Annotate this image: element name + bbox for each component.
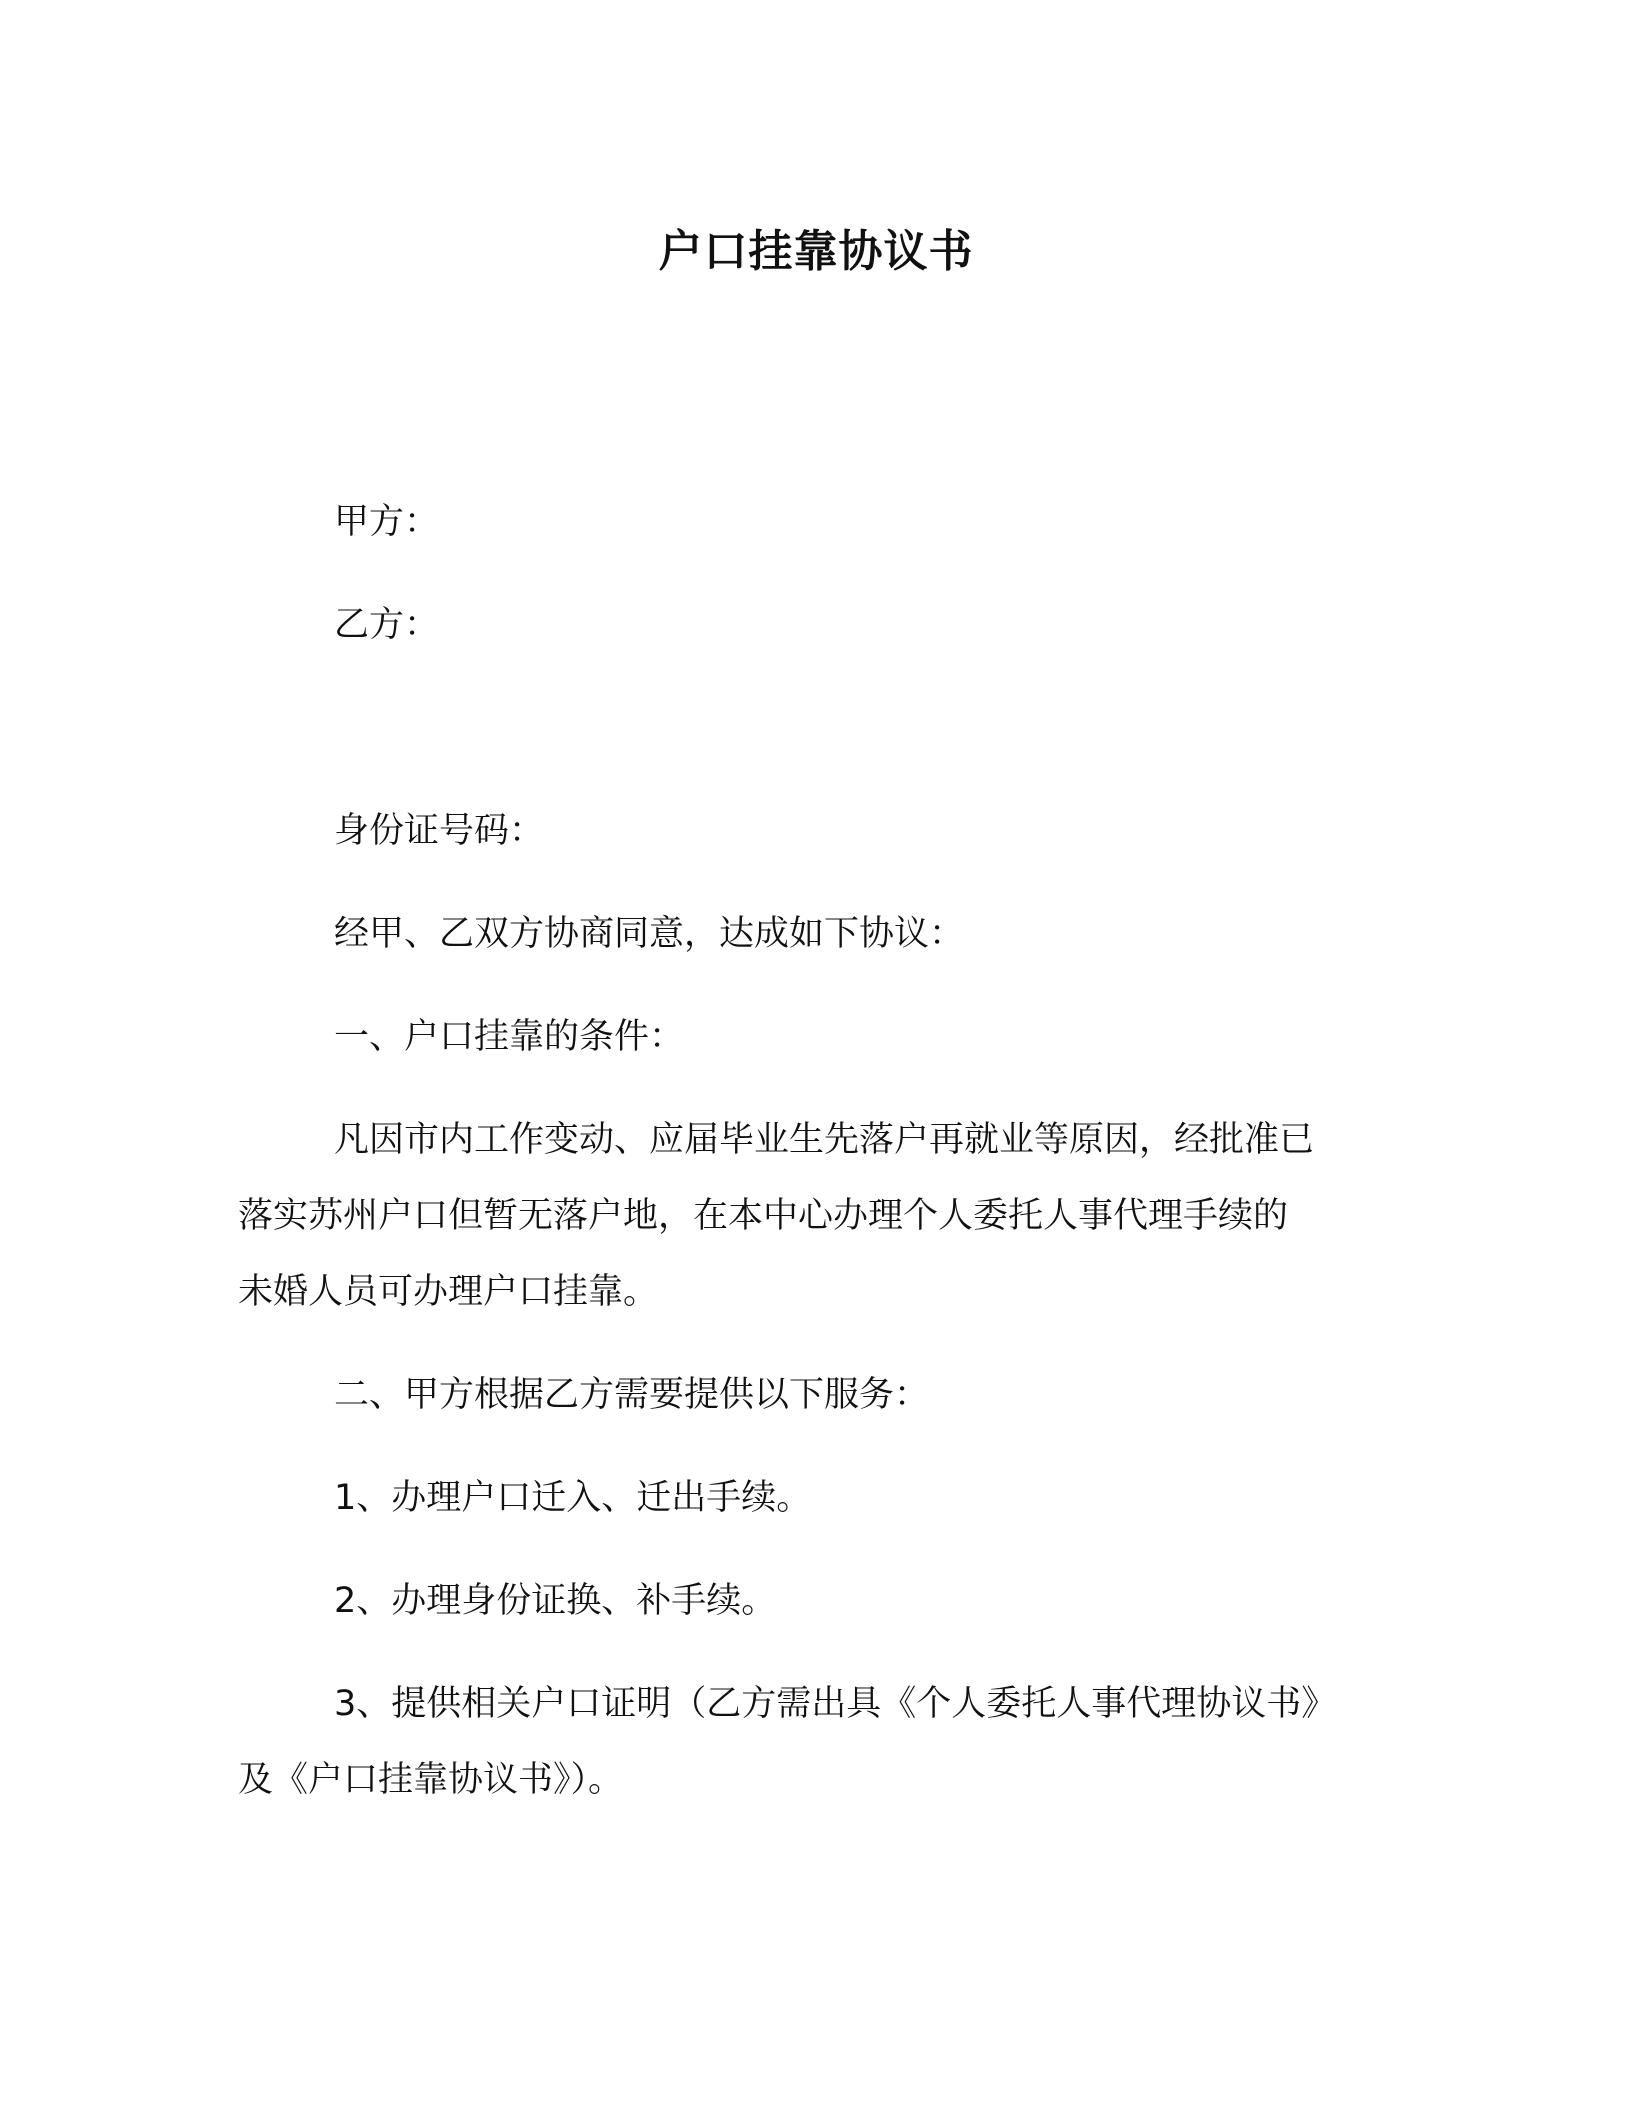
section-1-text-line: 落实苏州户口但暂无落户地，在本中心办理个人委托人事代理手续的 xyxy=(238,1196,1289,1236)
section-2-heading: 二、甲方根据乙方需要提供以下服务： xyxy=(334,1375,930,1415)
section-1-text-line: 未婚人员可办理户口挂靠。 xyxy=(238,1272,659,1312)
party-b-label: 乙方： xyxy=(334,605,440,645)
section-1-heading: 一、户口挂靠的条件： xyxy=(334,1017,685,1057)
agreement-intro: 经甲、乙双方协商同意，达成如下协议： xyxy=(334,914,965,954)
id-number-label: 身份证号码： xyxy=(334,811,545,851)
document-title: 户口挂靠协议书 xyxy=(658,226,974,277)
service-item-3-line: 及《户口挂靠协议书》）。 xyxy=(238,1760,624,1800)
section-1-text-line: 凡因市内工作变动、应届毕业生先落户再就业等原因，经批准已 xyxy=(334,1120,1315,1160)
service-item-1: 1、办理户口迁入、迁出手续。 xyxy=(334,1478,812,1518)
service-item-3-line: 3、提供相关户口证明（乙方需出具《个人委托人事代理协议书》 xyxy=(334,1684,1337,1724)
service-item-2: 2、办理身份证换、补手续。 xyxy=(334,1581,777,1621)
party-a-label: 甲方： xyxy=(334,502,440,542)
